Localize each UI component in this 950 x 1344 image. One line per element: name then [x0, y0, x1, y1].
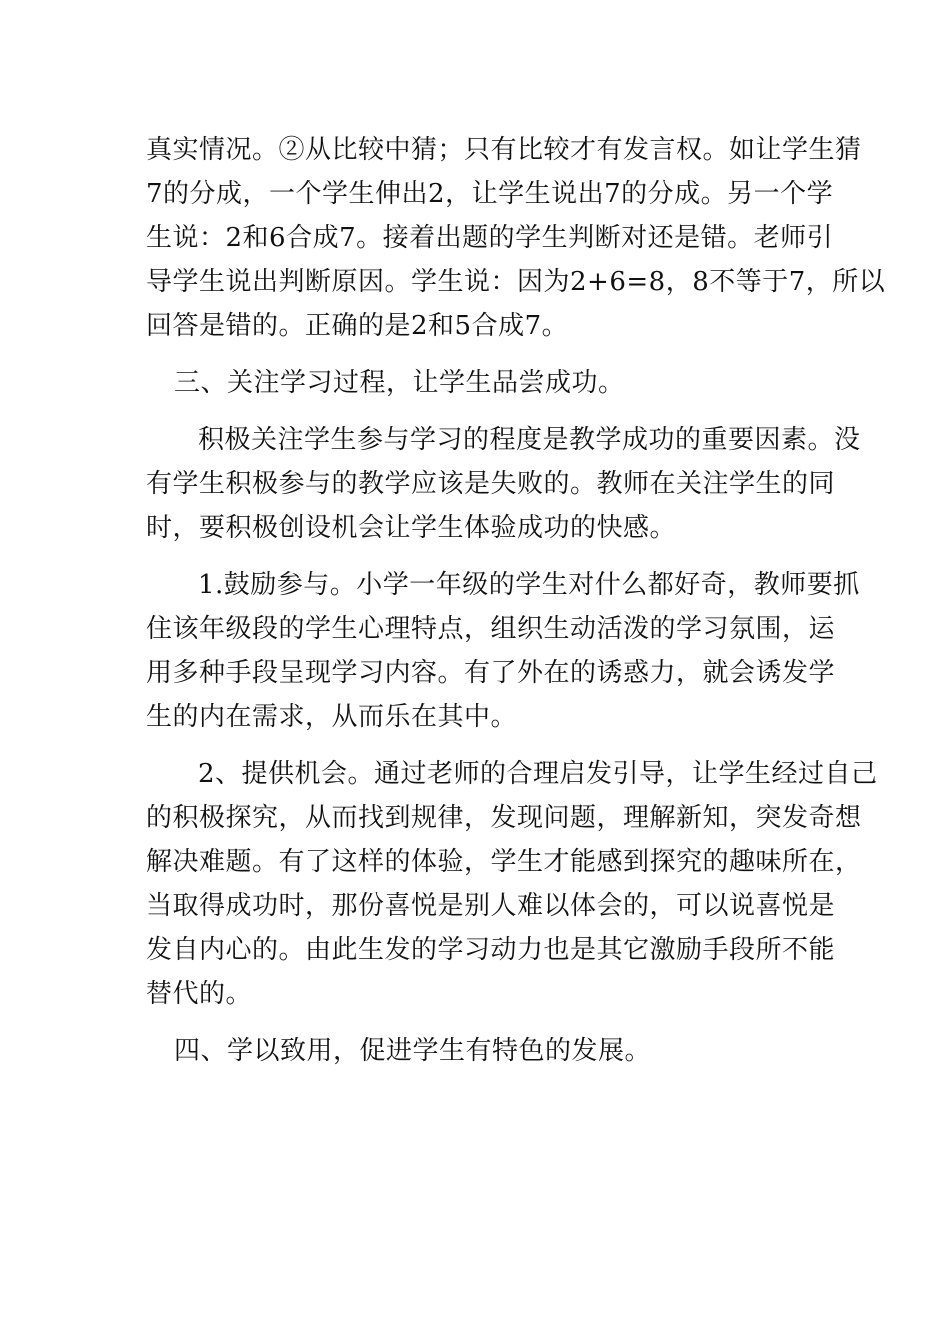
text-line: 当取得成功时，那份喜悦是别人难以体会的，可以说喜悦是	[146, 891, 836, 921]
section-heading-4	[146, 1029, 810, 1073]
text-line: 1.鼓励参与。小学一年级的学生对什么都好奇，教师要抓	[198, 570, 860, 600]
text-line: 住该年级段的学生心理特点，组织生动活泼的学习氛围，运	[146, 614, 836, 644]
paragraph-p3	[146, 563, 860, 739]
paragraph-p4	[146, 752, 878, 1016]
document-body	[146, 128, 886, 1086]
paragraph-p2	[146, 418, 861, 550]
text-line: 7的分成，一个学生伸出2，让学生说出7的分成。另一个学	[146, 179, 834, 209]
heading-text: 三、关注学习过程，让学生品尝成功。	[174, 368, 625, 398]
text-line: 生说：2和6合成7。接着出题的学生判断对还是错。老师引	[146, 223, 834, 253]
text-line: 积极关注学生参与学习的程度是教学成功的重要因素。没	[198, 425, 861, 455]
text-line: 发自内心的。由此生发的学习动力也是其它激励手段所不能	[146, 935, 836, 965]
text-line: 有学生积极参与的教学应该是失败的。教师在关注学生的同	[146, 469, 836, 499]
text-line: 回答是错的。正确的是2和5合成7。	[146, 311, 569, 341]
text-line: 导学生说出判断原因。学生说：因为2+6=8，8不等于7，所以	[146, 267, 886, 297]
text-line: 用多种手段呈现学习内容。有了外在的诱惑力，就会诱发学	[146, 658, 836, 688]
text-line: 的积极探究，从而找到规律，发现问题，理解新知，突发奇想	[146, 803, 862, 833]
text-line: 时，要积极创设机会让学生体验成功的快感。	[146, 513, 677, 543]
paragraph-p1	[146, 128, 886, 348]
text-line: 真实情况。②从比较中猜；只有比较才有发言权。如让学生猜	[146, 135, 862, 165]
heading-text: 四、学以致用，促进学生有特色的发展。	[174, 1036, 652, 1066]
text-line: 解决难题。有了这样的体验，学生才能感到探究的趣味所在，	[146, 847, 862, 877]
text-line: 2、提供机会。通过老师的合理启发引导，让学生经过自己	[198, 759, 878, 789]
text-line: 生的内在需求，从而乐在其中。	[146, 702, 518, 732]
section-heading-3	[146, 361, 810, 405]
text-line: 替代的。	[146, 979, 253, 1009]
